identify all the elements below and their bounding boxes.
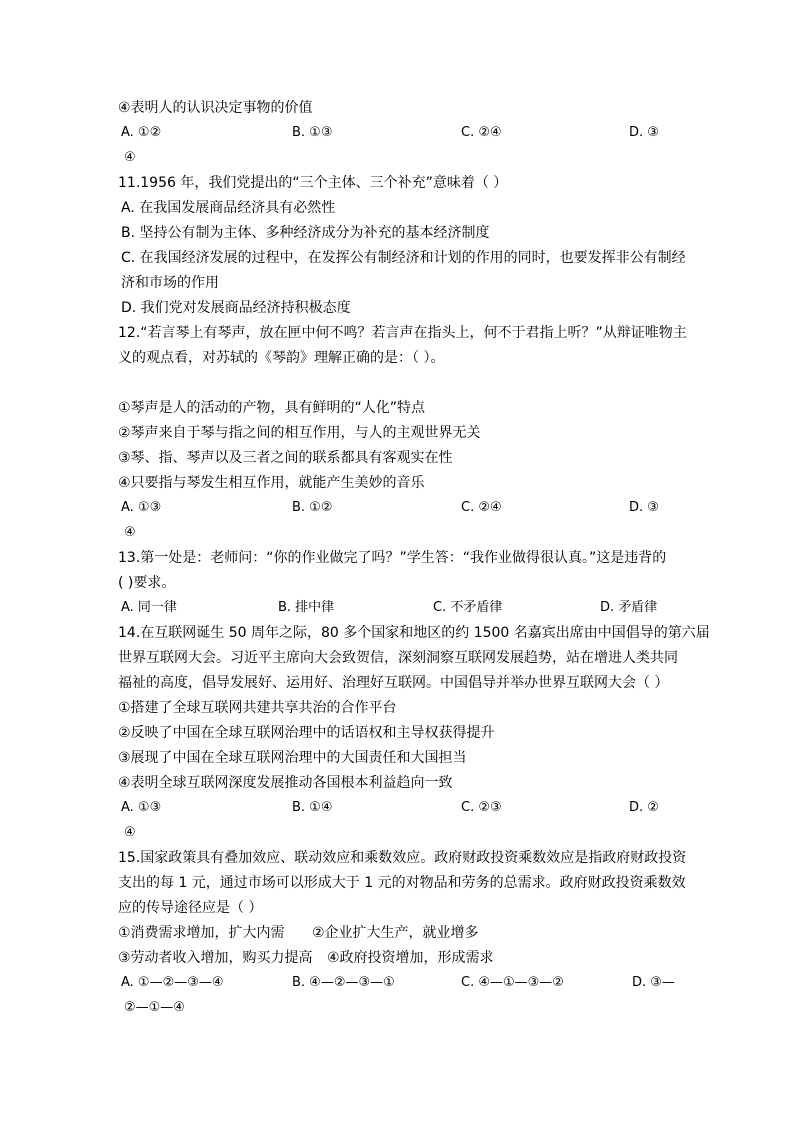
question-13-option-d: D. 矛盾律 [600, 600, 658, 615]
question-12-item-1: ①琴声是人的活动的产物，具有鲜明的“人化”特点 [118, 400, 426, 416]
item-4: ④表明人的认识决定事物的价值 [118, 100, 313, 116]
question-13-stem: 13.第一处是：老师问：“你的作业做完了吗？”学生答：“我作业做得很认真。”这是违背的 [118, 550, 667, 566]
question-15-item-3: ③劳动者收入增加，购买力提高 [118, 950, 313, 966]
question-12-option-c: C. ②④ [461, 500, 502, 515]
question-15-option-d: D. ③— [632, 975, 675, 990]
question-14-item-4: ④表明全球互联网深度发展推动各国根本利益趋向一致 [118, 775, 453, 791]
question-12-option-b: B. ①② [292, 500, 333, 515]
question-15-option-c: C. ④—①—③—② [461, 975, 564, 990]
question-14-option-c: C. ②③ [461, 800, 502, 815]
question-12-item-4: ④只要指与琴发生相互作用，就能产生美妙的音乐 [118, 475, 425, 491]
question-13-option-c: C. 不矛盾律 [433, 600, 503, 615]
question-14-option-a: A. ①③ [121, 800, 162, 815]
option-d-continued: ④ [124, 150, 136, 165]
question-13-option-a: A. 同一律 [121, 600, 177, 615]
question-15-option-a: A. ①—②—③—④ [121, 975, 224, 990]
option-a: A. ①② [121, 125, 162, 140]
question-11-option-b: B. 坚持公有制为主体、多种经济成分为补充的基本经济制度 [121, 225, 490, 241]
question-13-option-b: B. 排中律 [278, 600, 335, 615]
option-c: C. ②④ [461, 125, 502, 140]
question-14-option-d: D. ② [629, 800, 659, 815]
question-12-stem: 12.“若言琴上有琴声，放在匣中何不鸣？若言声在指头上，何不于君指上听？”从辩证唯物主 [118, 325, 687, 341]
question-12-option-a: A. ①③ [121, 500, 162, 515]
question-15-option-b: B. ④—②—③—① [292, 975, 395, 990]
question-15-item-1: ①消费需求增加，扩大内需 [118, 925, 285, 941]
question-12-option-d-continued: ④ [124, 525, 136, 540]
question-12-option-d: D. ③ [629, 500, 659, 515]
question-15-item-4: ④政府投资增加，形成需求 [327, 950, 494, 966]
question-15-item-2: ②企业扩大生产，就业增多 [312, 925, 479, 941]
question-14-stem-line-3: 福祉的高度，倡导发展好、运用好、治理好互联网。中国倡导并举办世界互联网大会（ ） [118, 675, 669, 691]
question-14-item-1: ①搭建了全球互联网共建共享共治的合作平台 [118, 700, 397, 716]
question-11-stem: 11.1956 年，我们党提出的“三个主体、三个补充”意味着（ ） [118, 175, 508, 191]
question-11-option-d: D. 我们党对发展商品经济持积极态度 [121, 300, 351, 316]
question-12-item-3: ③琴、指、琴声以及三者之间的联系都具有客观实在性 [118, 450, 453, 466]
question-11-option-c-continued: 济和市场的作用 [121, 275, 219, 291]
question-11-option-c: C. 在我国经济发展的过程中，在发挥公有制经济和计划的作用的同时，也要发挥非公有制经 [121, 250, 686, 266]
question-14-option-b: B. ①④ [292, 800, 333, 815]
question-15-stem-line-3: 应的传导途径应是（ ） [118, 900, 263, 916]
question-13-stem-continued: ( )要求。 [118, 575, 176, 591]
question-14-item-2: ②反映了中国在全球互联网治理中的话语权和主导权获得提升 [118, 725, 495, 741]
question-15-stem-line-2: 支出的每 1 元，通过市场可以形成大于 1 元的对物品和劳务的总需求。政府财政投资乘数效 [118, 875, 686, 891]
question-11-option-a: A. 在我国发展商品经济具有必然性 [121, 200, 336, 216]
option-b: B. ①③ [292, 125, 333, 140]
question-15-stem: 15.国家政策具有叠加效应、联动效应和乘数效应。政府财政投资乘数效应是指政府财政投资 [118, 850, 687, 866]
question-12-stem-continued: 义的观点看，对苏轼的《琴韵》理解正确的是：（ ）。 [118, 350, 445, 366]
question-14-stem-line-2: 世界互联网大会。习近平主席向大会致贺信，深刻洞察互联网发展趋势，站在增进人类共同 [118, 650, 678, 666]
question-14-stem: 14.在互联网诞生 50 周年之际，80 多个国家和地区的约 1500 名嘉宾出席由中国倡导的第六届 [118, 625, 710, 641]
question-15-option-d-continued: ②—①—④ [124, 1000, 185, 1015]
question-14-item-3: ③展现了中国在全球互联网治理中的大国责任和大国担当 [118, 750, 467, 766]
option-d: D. ③ [629, 125, 659, 140]
question-14-option-d-continued: ④ [124, 825, 136, 840]
question-12-item-2: ②琴声来自于琴与指之间的相互作用，与人的主观世界无关 [118, 425, 481, 441]
